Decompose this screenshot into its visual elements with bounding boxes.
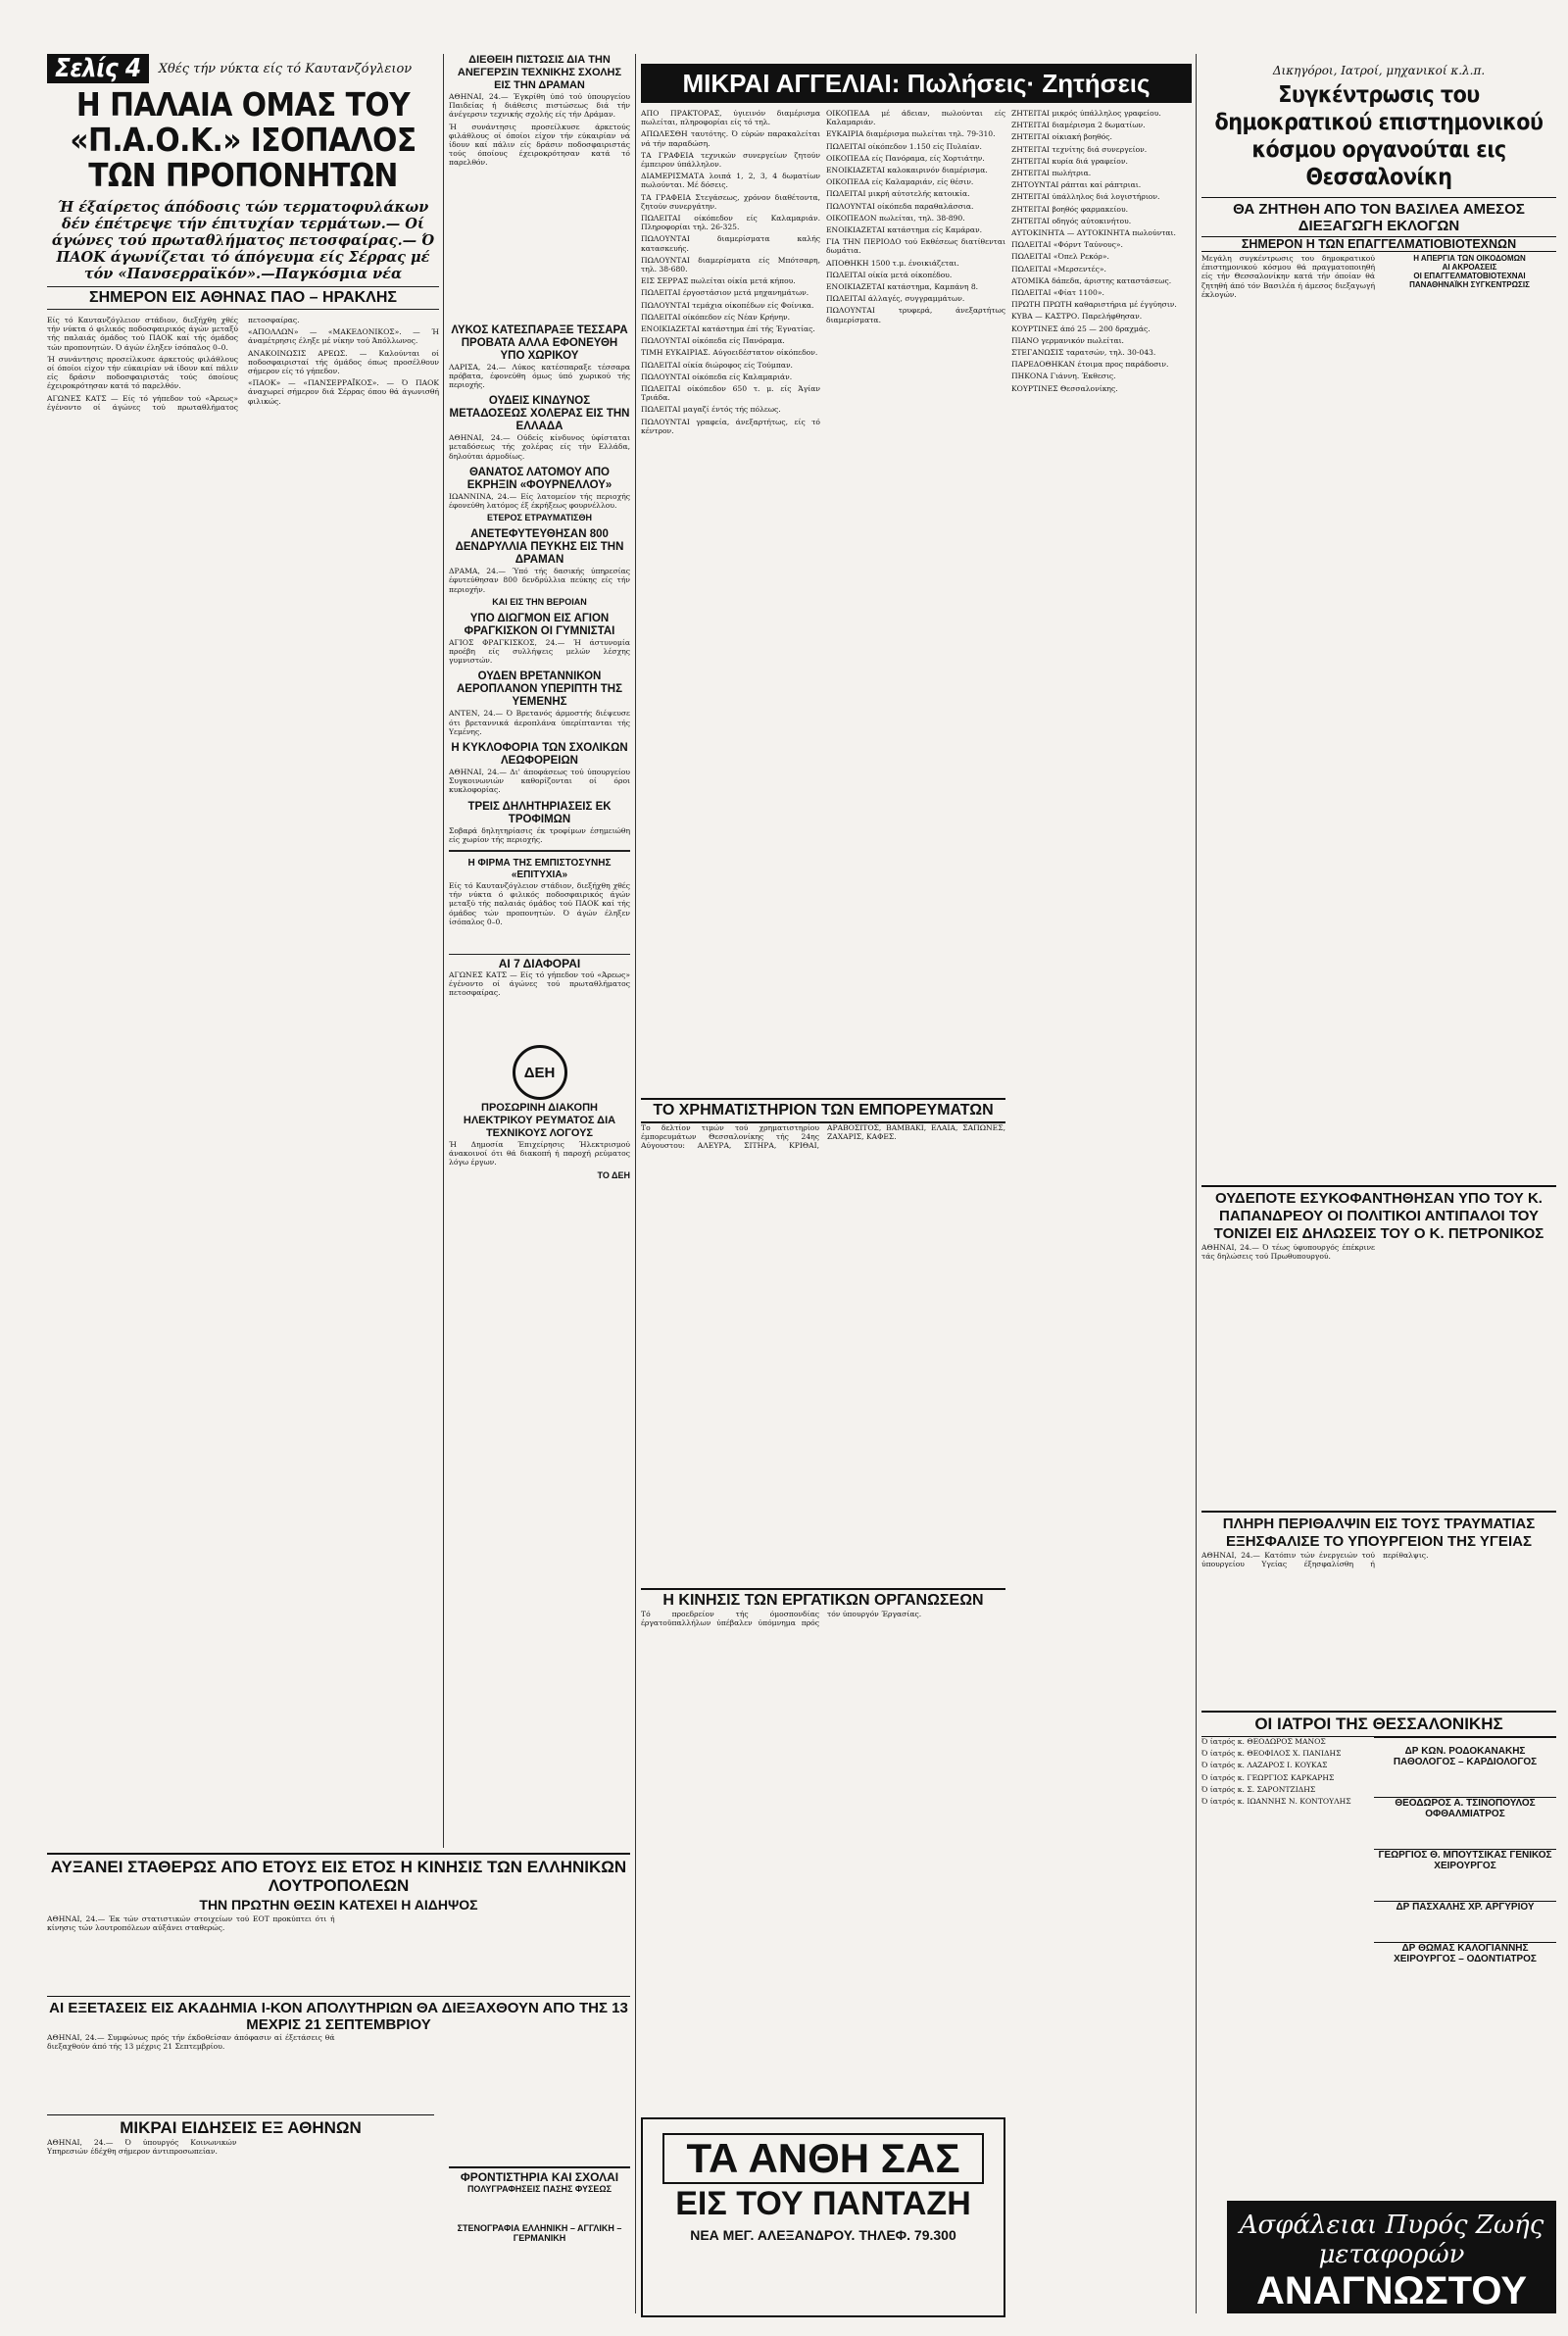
- schools-box: [449, 2166, 630, 2315]
- bus-text: ΑΘΗΝΑΙ, 24.— Δι' άποφάσεως τού ύπουργείου Συγκοινωνιών καθορίζονται οί όροι κυκλοφορίας.: [449, 768, 630, 795]
- sports-page-logo: Σελίς 4: [47, 54, 149, 83]
- sports-subhead: Ή έξαίρετος άπόδοσις τών τερματοφυλάκων δέν έπέτρεψε τήν έπιτυχίαν τερμάτων.— Οί άγώνες τού πρωταθλήματος πετοσφαίρας.— Ό ΠΑΟΚ άγωνίζεται τό άπόγευμα είς Σέρρας μέ τόν «Πανσερραϊκόν».—Παγκόσμια νέα: [51, 199, 435, 282]
- classifieds-column-a: [641, 109, 820, 1089]
- classified-ad: ΠΩΛΕΙΤΑΙ οίκόπεδον 1.150 είς Πυλαίαν.: [826, 141, 982, 151]
- trees-title: ΑΝΕΤΕΦΥΤΕΥΘΗΣΑΝ 800 ΔΕΝΔΡΥΛΛΙΑ ΠΕΥΚΗΣ ΕΙΣ ΤΗΝ ΔΡΑΜΑΝ: [455, 528, 624, 567]
- classified-ad: ΕΝΟΙΚΙΑΖΕΤΑΙ κατάστημα έπί τής Έγνατίας.: [641, 324, 815, 334]
- yemen-text: ΑΝΤΕΝ, 24.— Ό Βρετανός άρμοστής διέψευσε ότι βρεταννικά άεροπλάνα ύπερίπτανται τής Υεμένης.: [449, 709, 630, 736]
- denial-text: ΑΘΗΝΑΙ, 24.— Ό τέως ύφυπουργός έπέκρινε τάς δηλώσεις τού Πρωθυπουργού.: [1201, 1243, 1375, 1262]
- scientists-body: [1201, 254, 1556, 1185]
- sports-paragraph: Ή συνάντησις προσείλκυσε άρκετούς φιλάθλους οί όποίοι είχον τήν εύκαιρίαν νά ίδουν καί πάλιν είς δράσιν ποδοσφαιριστάς τούς όποίους έχειροκρότησαν κατά τό παρελθόν.: [47, 354, 238, 391]
- classified-ad: ΑΥΤΟΚΙΝΗΤΑ — ΑΥΤΟΚΙΝΗΤΑ πωλούνται.: [1011, 228, 1176, 238]
- exams-text: ΑΘΗΝΑΙ, 24.— Συμφώνως πρός τήν έκδοθείσαν άπόφασιν αί έξετάσεις θά διεξαχθούν άπό τής 13 μέχρις 21 Σεπτεμβρίου.: [47, 2033, 335, 2052]
- panathenaic-note: ΠΑΝΑΘΗΝΑΪΚΗ ΣΥΓΚΕΝΤΡΩΣΙΣ: [1409, 280, 1530, 289]
- deh-title: ΠΡΟΣΩΡΙΝΗ ΔΙΑΚΟΠΗ ΗΛΕΚΤΡΙΚΟΥ ΡΕΥΜΑΤΟΣ ΔΙΑ ΤΕΧΝΙΚΟΥΣ ΛΟΓΟΥΣ: [463, 1102, 616, 1140]
- sports-paragraph: ΑΝΑΚΟΙΝΩΣΙΣ ΑΡΕΩΣ. — Καλούνται οί ποδοσφαιρισταί τής όμάδος όπως προσέλθουν σήμερον είς τό γήπεδον.: [248, 348, 439, 376]
- wolf-title: ΛΥΚΟΣ ΚΑΤΕΣΠΑΡΑΞΕ ΤΕΣΣΑΡΑ ΠΡΟΒΑΤΑ ΑΛΛΑ ΕΦΟΝΕΥΘΗ ΥΠΟ ΧΩΡΙΚΟΥ: [451, 323, 628, 362]
- classified-ad: ΠΩΛΕΙΤΑΙ μαγαζί έντός τής πόλεως.: [641, 405, 781, 415]
- baths-subtitle: ΤΗΝ ΠΡΩΤΗΝ ΘΕΣΙΝ ΚΑΤΕΧΕΙ Η ΑΙΔΗΨΟΣ: [199, 1897, 478, 1913]
- classified-ad: ΠΗΚΟΝΑ Γιάννη. Έκθεσις.: [1011, 372, 1116, 381]
- classified-ad: ΓΙΑ ΤΗΝ ΠΕΡΙΟΔΟ τού Εκθέσεως διατίθενται δωμάτια.: [826, 237, 1005, 256]
- wolf-text: ΛΑΡΙΣΑ, 24.— Λύκος κατέσπαραξε τέσσαρα πρόβατα, έφονεύθη όμως ύπό χωρικού τής περιοχής.: [449, 362, 630, 390]
- workers-text: Τό προεδρείον τής όμοσπονδίας έργατοϋπαλλήλων ύπέβαλεν ύπόμνημα πρός τόν ύπουργόν Έργασίας.: [641, 1610, 922, 1628]
- classified-ad: ΠΩΛΕΙΤΑΙ οίκία μετά οίκοπέδου.: [826, 270, 953, 279]
- classified-ad: ΖΗΤΕΙΤΑΙ διαμέρισμα 2 δωματίων.: [1011, 121, 1146, 130]
- classified-ad: ΚΟΥΡΤΙΝΕΣ άπό 25 — 200 δραχμάς.: [1011, 323, 1151, 333]
- classified-ad: ΠΩΛΟΥΝΤΑΙ διαμερίσματα είς Μπότσαρη, τηλ. 38-680.: [641, 255, 820, 274]
- sports-paragraphs: [47, 316, 439, 412]
- deh-logo-icon: [513, 1045, 567, 1100]
- classified-ad: ΠΩΛΕΙΤΑΙ άλλαγές, συγγραμμάτων.: [826, 294, 965, 304]
- classified-ad: ΠΩΛΕΙΤΑΙ «Φίατ 1100».: [1011, 288, 1104, 298]
- classified-ad: ΠΩΛΟΥΝΤΑΙ οίκόπεδα παραθαλάσσια.: [826, 201, 974, 211]
- classified-ad: ΖΗΤΕΙΤΑΙ μικρός ύπάλληλος γραφείου.: [1011, 109, 1161, 118]
- schools-subtitle: ΠΟΛΥΓΡΑΦΗΣΕΙΣ ΠΑΣΗΣ ΦΥΣΕΩΣ: [466, 2184, 612, 2194]
- flowers-ad-line1: ΤΑ ΑΝΘΗ ΣΑΣ: [662, 2133, 984, 2184]
- classified-ad: ΑΠΟ ΠΡΑΚΤΟΡΑΣ, ύγιεινόν διαμέρισμα πωλείται, πληροφορίαι είς τό τηλ.: [641, 109, 820, 127]
- right-column: [1201, 64, 1556, 2313]
- classifieds-section: [641, 64, 1192, 1044]
- sports-section-title: ΣΗΜΕΡΟΝ ΕΙΣ ΑΘΗΝΑΣ ΠΑΟ – ΗΡΑΚΛΗΣ: [47, 286, 439, 310]
- veroia-subtitle: ΚΑΙ ΕΙΣ ΤΗΝ ΒΕΡΟΙΑΝ: [492, 596, 587, 607]
- deh-signature: ΤΟ ΔΕΗ: [597, 1169, 630, 1180]
- insurance-ad-line1: Ασφάλειαι Πυρός Ζωής μεταφορών: [1239, 2211, 1544, 2269]
- doctor-entry: Ό ίατρός κ. ΙΩΑΝΝΗΣ Ν. ΚΟΝΤΟΥΛΗΣ: [1201, 1797, 1351, 1807]
- column-divider: [635, 54, 636, 2313]
- exams-title: ΑΙ ΕΞΕΤΑΣΕΙΣ ΕΙΣ ΑΚΑΔΗΜΙΑ Ι-ΚΟΝ ΑΠΟΛΥΤΗΡΙΩΝ ΘΑ ΔΙΕΞΑΧΘΟΥΝ ΑΠΟ ΤΗΣ 13 ΜΕΧΡΙΣ 21 ΣΕΠΤΕΜΒΡΙΟΥ: [47, 1996, 630, 2033]
- athens-news-text: ΑΘΗΝΑΙ, 24.— Ό ύπουργός Κοινωνικών Υπηρεσιών έδέχθη σήμερον άντιπροσωπείαν.: [47, 2138, 237, 2157]
- tech-school-title: ΔΙΕΘΕΙΗ ΠΙΣΤΩΣΙΣ ΔΙΑ ΤΗΝ ΑΝΕΓΕΡΣΙΝ ΤΕΧΝΙΚΗΣ ΣΧΟΛΗΣ ΕΙΣ ΤΗΝ ΔΡΑΜΑΝ: [457, 54, 622, 91]
- tech-school-text: ΑΘΗΝΑΙ, 24.— Έγκρίθη ύπό τού ύπουργείου Παιδείας ή διάθεσις πιστώσεως διά τήν άνέγερσιν τεχνικής σχολής είς τήν Δράμαν.: [449, 92, 630, 120]
- classified-ad: ΑΠΟΘΗΚΗ 1500 τ.μ. ένοικιάζεται.: [826, 258, 959, 268]
- deh-logo-text: ΔΕΗ: [523, 1064, 556, 1081]
- market-text: Το δελτίον τιμών τού χρηματιστηρίου έμπορευμάτων Θεσσαλονίκης τής 24ης Αύγουστου: ΑΛΕΥΡΑ, ΣΙΤΗΡΑ, ΚΡΙΘΑΙ, ΑΡΑΒΟΣΙΤΟΣ, ΒΑΜΒΑΚΙ, ΕΛΑΙΑ, ΣΑΠΩΝΕΣ, ΖΑΧΑΡΙΣ, ΚΑΦΕΣ.: [641, 1123, 1005, 1151]
- flowers-ad-line3: ΝΕΑ ΜΕΓ. ΑΛΕΞΑΝΔΡΟΥ. ΤΗΛΕΦ. 79.300: [690, 2227, 956, 2243]
- classified-ad: ΖΗΤΕΙΤΑΙ πωλήτρια.: [1011, 169, 1092, 178]
- schools-title: ΦΡΟΝΤΙΣΤΗΡΙΑ ΚΑΙ ΣΧΟΛΑΙ: [460, 2170, 619, 2184]
- classified-ad: ΑΤΟΜΙΚΑ δάπεδα, άριστης καταστάσεως.: [1011, 275, 1172, 285]
- flowers-ad-line2: ΕΙΣ ΤΟΥ ΠΑΝΤΑΖΗ: [675, 2185, 971, 2222]
- classified-ad: ΠΙΑΝΟ γερμανικόν πωλείται.: [1011, 335, 1124, 345]
- classified-ad: ΕΝΟΙΚΙΑΖΕΤΑΙ κατάστημα είς Καμάραν.: [826, 225, 983, 235]
- classified-ad: ΠΩΛΟΥΝΤΑΙ τρυφερά, άνεξαρτήτως διαμερίσματα.: [826, 306, 1005, 324]
- workers-section: [641, 1588, 1005, 2108]
- sports-paragraph: «ΑΠΟΛΛΩΝ» — «ΜΑΚΕΔΟΝΙΚΟΣ». — Ή άναμέτρησις έληξε μέ νίκην τού Άπόλλωνος.: [248, 327, 439, 346]
- epityxia-title: Η ΦΙΡΜΑ ΤΗΣ ΕΜΠΙΣΤΟΣΥΝΗΣ «ΕΠΙΤΥΧΙΑ»: [467, 858, 612, 881]
- baths-text: ΑΘΗΝΑΙ, 24.— Έκ τών στατιστικών στοιχείων τού ΕΟΤ προκύπτει ότι ή κίνησις τών λουτροπόλεων αύξάνει σταθερώς.: [47, 1914, 335, 1933]
- gymnast-title: ΥΠΟ ΔΙΩΓΜΟΝ ΕΙΣ ΑΓΙΟΝ ΦΡΑΓΚΙΣΚΟΝ ΟΙ ΓΥΜΝΙΣΤΑΙ: [464, 612, 615, 637]
- classified-ad: ΤΙΜΗ ΕΥΚΑΙΡΙΑΣ. Αύγοειδέστατον οίκόπεδον.: [641, 348, 818, 358]
- classified-ad: ΣΤΕΓΑΝΩΣΙΣ ταρατσών, τηλ. 30-043.: [1011, 348, 1156, 358]
- poison-text: Σοβαρά δηλητηρίασις έκ τροφίμων έσημειώθη είς χωρίον τής περιοχής.: [449, 825, 630, 844]
- classified-ad: ΖΗΤΟΥΝΤΑΙ ράπται καί ράπτριαι.: [1011, 180, 1142, 190]
- injured-worker-subtitle: ΕΤΕΡΟΣ ΕΤΡΑΥΜΑΤΙΣΘΗ: [486, 513, 593, 523]
- doctor-entry: Ό ίατρός κ. Σ. ΣΑΡΟΝΤΖΙΔΗΣ: [1201, 1784, 1316, 1794]
- insurance-ad: [1227, 2201, 1556, 2313]
- doctors-title: ΟΙ ΙΑΤΡΟΙ ΤΗΣ ΘΕΣΣΑΛΟΝΙΚΗΣ: [1201, 1711, 1556, 1737]
- classified-ad: ΤΑ ΓΡΑΦΕΙΑ Στεγάσεως, χρόνον διαθέτοντα, ζητούν συνεργάτην.: [641, 192, 820, 211]
- classified-ad: ΕΝΟΙΚΙΑΖΕΤΑΙ καλοκαιρινόν διαμέρισμα.: [826, 166, 988, 175]
- classified-ad: ΖΗΤΕΙΤΑΙ κυρία διά γραφείον.: [1011, 156, 1128, 166]
- classified-ad: ΠΩΛΟΥΝΤΑΙ οίκόπεδα είς Καλαμαριάν.: [641, 372, 793, 381]
- doctor-card-4: ΔΡ ΠΑΣΧΑΛΗΣ ΧΡ. ΑΡΓΥΡΙΟΥ: [1374, 1901, 1556, 1913]
- doctors-area: [1201, 1737, 1556, 1964]
- classified-ad: ΖΗΤΕΙΤΑΙ οίκιακή βοηθός.: [1011, 132, 1112, 142]
- filler-text-3: ΑΓΩΝΕΣ ΚΑΤΣ — Είς τό γήπεδον τού «Άρεως» έγένοντο οί άγώνες τού πρωταθλήματος πετοσφαίρας.: [449, 970, 630, 998]
- hearings-note: ΑΙ ΑΚΡΟΑΣΕΙΣ: [1442, 263, 1497, 272]
- doctor-entry: Ό ίατρός κ. ΛΑΖΑΡΟΣ Ι. ΚΟΥΚΑΣ: [1201, 1761, 1328, 1770]
- classified-ad: ΕΝΟΙΚΙΑΖΕΤΑΙ κατάστημα, Καμπάνη 8.: [826, 282, 979, 292]
- cholera-title: ΟΥΔΕΙΣ ΚΙΝΔΥΝΟΣ ΜΕΤΑΔΟΣΕΩΣ ΧΟΛΕΡΑΣ ΕΙΣ ΤΗΝ ΕΛΛΑΔΑ: [449, 395, 630, 433]
- classified-ad: ΟΙΚΟΠΕΔΑ είς Καλαμαριάν, είς θέσιν.: [826, 177, 974, 187]
- classified-ad: ΠΩΛΕΙΤΑΙ οίκόπεδον είς Καλαμαριάν. Πληροφορίαι τηλ. 26-325.: [641, 214, 820, 232]
- deh-text: Ή Δημοσία Έπιχείρησις Ήλεκτρισμού άνακοινοί ότι θά διακοπή ή παροχή ρεύματος λόγω έργων.: [449, 1140, 630, 1168]
- scientists-subhead: ΘΑ ΖΗΤΗΘΗ ΑΠΟ ΤΟΝ ΒΑΣΙΛΕΑ ΑΜΕΣΟΣ ΔΙΕΞΑΓΩΓΗ ΕΚΛΟΓΩΝ: [1201, 197, 1556, 234]
- classified-ad: ΠΩΛΕΙΤΑΙ οίκόπεδον είς Νέαν Κρήνην.: [641, 312, 791, 322]
- classified-ad: ΑΠΩΛΕΣΘΗ ταυτότης. Ό εύρών παρακαλείται νά τήν παραδώση.: [641, 129, 820, 148]
- doctor-card-2: ΘΕΟΔΩΡΟΣ Α. ΤΣΙΝΟΠΟΥΛΟΣ ΟΦΘΑΛΜΙΑΤΡΟΣ: [1374, 1797, 1556, 1819]
- doctor-cards: [1374, 1737, 1556, 1964]
- filler-text-1: Ή συνάντησις προσείλκυσε άρκετούς φιλάθλους οί όποίοι είχον τήν εύκαιρίαν νά ίδουν καί πάλιν είς δράσιν ποδοσφαιριστάς τούς όποίους έχειροκρότησαν κατά τό παρελθόν.: [449, 122, 630, 168]
- doctors-list: [1201, 1737, 1368, 1964]
- classified-ad: ΕΙΣ ΣΕΡΡΑΣ πωλείται οίκία μετά κήπου.: [641, 276, 796, 286]
- injured-text: ΑΘΗΝΑΙ, 24.— Κατόπιν τών ένεργειών τού ύπουργείου Υγείας έξησφαλίσθη ή περίθαλψις.: [1201, 1551, 1429, 1569]
- classified-ad: ΠΩΛΟΥΝΤΑΙ τεμάχια οίκοπέδων είς Φοίνικα.: [641, 300, 814, 310]
- poison-title: ΤΡΕΙΣ ΔΗΛΗΤΗΡΙΑΣΕΙΣ ΕΚ ΤΡΟΦΙΜΩΝ: [467, 800, 612, 825]
- classified-ad: ΠΩΛΕΙΤΑΙ «Όπελ Ρεκόρ».: [1011, 252, 1109, 262]
- sports-kicker: Χθές τήν νύκτα είς τό Καυτανζόγλειον: [158, 61, 413, 76]
- bus-title: Η ΚΥΚΛΟΦΟΡΙΑ ΤΩΝ ΣΧΟΛΙΚΩΝ ΛΕΩΦΟΡΕΙΩΝ: [451, 742, 628, 768]
- death-text: ΙΩΑΝΝΙΝΑ, 24.— Είς λατομείον τής περιοχής έφονεύθη λατόμος έξ έκρήξεως φουρνέλλου.: [449, 491, 630, 511]
- classified-ad: ΠΡΩΤΗ ΠΡΩΤΗ καθαριστήρια μέ έγγύησιν.: [1011, 300, 1177, 310]
- diafores-title: ΑΙ 7 ΔΙΑΦΟΡΑΙ: [449, 954, 630, 970]
- cholera-text: ΑΘΗΝΑΙ, 24.— Ούδείς κίνδυνος ύφίσταται μεταδόσεως τής χολέρας είς τήν Ελλάδα, δηλούται άρμοδίως.: [449, 433, 630, 461]
- classified-ad: ΕΥΚΑΙΡΙΑ διαμέρισμα πωλείται τηλ. 79-310.: [826, 129, 996, 139]
- sports-paragraph: Είς τό Καυτανζόγλειον στάδιον, διεξήχθη χθές τήν νύκτα ό φιλικός ποδοσφαιρικός άγών μεταξύ τής παλαιάς όμάδος τού ΠΑΟΚ καί τής όμάδος τών προπονητών. Ό άγών έληξεν ίσόπαλος 0–0.: [47, 316, 238, 352]
- classified-ad: ΚΟΥΡΤΙΝΕΣ Θεσσαλονίκης.: [1011, 383, 1118, 393]
- classified-ad: ΠΩΛΕΙΤΑΙ οίκία διώροφος είς Τούμπαν.: [641, 360, 793, 370]
- trees-text: ΔΡΑΜΑ, 24.— Ύπό τής δασικής ύπηρεσίας έφυτεύθησαν 800 δενδρύλλια πεύκης είς τήν περιοχήν.: [449, 567, 630, 594]
- classified-ad: ΠΑΡΕΔΟΘΗΚΑΝ έτοιμα προς παράδοσιν.: [1011, 360, 1169, 370]
- classifieds-header: ΜΙΚΡΑΙ ΑΓΓΕΛΙΑΙ: Πωλήσεις· Ζητήσεις: [641, 64, 1192, 103]
- denial-title: ΟΥΔΕΠΟΤΕ ΕΣΥΚΟΦΑΝΤΗΘΗΣΑΝ ΥΠΟ ΤΟΥ Κ. ΠΑΠΑΝΔΡΕΟΥ ΟΙ ΠΟΛΙΤΙΚΟΙ ΑΝΤΙΠΑΛΟΙ ΤΟΥ ΤΟΝΙΖΕΙ ΕΙΣ ΔΗΛΩΣΕΙΣ ΤΟΥ Ο Κ. ΠΕΤΡΟΝΙΚΟΣ: [1201, 1185, 1556, 1243]
- doctor-card-1: ΔΡ ΚΩΝ. ΡΟΔΟΚΑΝΑΚΗΣ ΠΑΘΟΛΟΓΟΣ – ΚΑΡΔΙΟΛΟΓΟΣ: [1374, 1737, 1556, 1767]
- insurance-ad-line2: ΑΝΑΓΝΩΣΤΟΥ: [1255, 2269, 1528, 2312]
- doctor-card-5: ΔΡ ΘΩΜΑΣ ΚΑΛΟΓΙΑΝΝΗΣ ΧΕΙΡΟΥΡΓΟΣ – ΟΔΟΝΤΙΑΤΡΟΣ: [1374, 1942, 1556, 1964]
- classified-ad: ΖΗΤΕΙΤΑΙ ύπάλληλος διά λογιστήριον.: [1011, 192, 1160, 202]
- athens-news-title: ΜΙΚΡΑΙ ΕΙΔΗΣΕΙΣ ΕΞ ΑΘΗΝΩΝ: [47, 2114, 434, 2138]
- market-title: ΤΟ ΧΡΗΜΑΤΙΣΤΗΡΙΟΝ ΤΩΝ ΕΜΠΟΡΕΥΜΑΤΩΝ: [641, 1098, 1005, 1123]
- classified-ad: ΟΙΚΟΠΕΔΑ είς Πανόραμα, είς Χορτιάτην.: [826, 153, 985, 163]
- column-divider: [443, 54, 444, 1848]
- classified-ad: ΖΗΤΕΙΤΑΙ τεχνίτης διά συνεργείον.: [1011, 144, 1148, 154]
- scientists-text: Μεγάλη συγκέντρωσις του δημοκρατικού έπιστημονικού κόσμου θά πραγματοποιηθή είς τήν Θεσσαλονίκην κατά τήν όποίαν θά ζητηθή άπό τόν Βασιλέα ή άμεσος διεξαγωγή έκλογών.: [1201, 254, 1375, 299]
- sports-headline: Η ΠΑΛΑΙΑ ΟΜΑΣ ΤΟΥ «Π.Α.Ο.Κ.» ΙΣΟΠΑΛΟΣ ΤΩΝ ΠΡΟΠΟΝΗΤΩΝ: [70, 85, 416, 194]
- scientists-subhead-2: ΣΗΜΕΡΟΝ Η ΤΩΝ ΕΠΑΓΓΕΛΜΑΤΙΟΒΙΟΤΕΧΝΩΝ: [1201, 236, 1556, 252]
- scientists-headline: Συγκέντρωσις του δημοκρατικού επιστημονικού κόσμου οργανούται εις Θεσσαλονίκη: [1214, 82, 1544, 190]
- yemen-title: ΟΥΔΕΝ ΒΡΕΤΑΝΝΙΚΟΝ ΑΕΡΟΠΛΑΝΟΝ ΥΠΕΡΙΠΤΗ ΤΗΣ ΥΕΜΕΝΗΣ: [457, 671, 622, 709]
- doctor-entry: Ό ίατρός κ. ΘΕΟΔΩΡΟΣ ΜΑΝΟΣ: [1201, 1737, 1326, 1746]
- sports-paragraph: «ΠΑΟΚ» — «ΠΑΝΣΕΡΡΑΪΚΟΣ». — Ό ΠΑΟΚ άναχωρεί σήμερον διά Σέρρας όπου θά άγωνισθή φιλικώς.: [248, 378, 439, 406]
- filler-text-2: Είς τό Καυτανζόγλειον στάδιον, διεξήχθη χθές τήν νύκτα ό φιλικός ποδοσφαιρικός άγών μεταξύ τής παλαιάς όμάδος τού ΠΑΟΚ καί τής όμάδος τών προπονητών. Ό άγών έληξεν ίσόπαλος 0–0.: [449, 881, 630, 926]
- classifieds-column-c: [1011, 109, 1191, 1726]
- classified-ad: ΠΩΛΟΥΝΤΑΙ οίκόπεδα είς Πανόραμα.: [641, 336, 785, 346]
- classified-ad: ΟΙΚΟΠΕΔΑ μέ άδειαν, πωλούνται είς Καλαμαριάν.: [826, 109, 1005, 127]
- classified-ad: ΔΙΑΜΕΡΙΣΜΑΤΑ λοιπά 1, 2, 3, 4 δωματίων πωλούνται. Μέ δόσεις.: [641, 172, 820, 190]
- classified-ad: ΠΩΛΕΙΤΑΙ έργοστάσιον μετά μηχανημάτων.: [641, 288, 809, 298]
- artisans-note: ΟΙ ΕΠΑΓΓΕΛΜΑΤΟΒΙΟΤΕΧΝΑΙ: [1413, 272, 1526, 280]
- classified-ad: ΠΩΛΕΙΤΑΙ οίκόπεδον 650 τ. μ. είς Άγίαν Τριάδα.: [641, 384, 820, 403]
- doctor-entry: Ό ίατρός κ. ΘΕΟΦΙΛΟΣ Χ. ΠΑΝΙΔΗΣ: [1201, 1749, 1342, 1759]
- strike-note: Η ΑΠΕΡΓΙΑ ΤΩΝ ΟΙΚΟΔΟΜΩΝ: [1413, 254, 1526, 263]
- classified-ad: ΠΩΛΕΙΤΑΙ «Μερσεντές».: [1011, 264, 1106, 273]
- market-section: [641, 1098, 1005, 1583]
- classified-ad: ΖΗΤΕΙΤΑΙ οδηγός αύτοκινήτου.: [1011, 216, 1132, 225]
- injured-title: ΠΛΗΡΗ ΠΕΡΙΘΑΛΨΙΝ ΕΙΣ ΤΟΥΣ ΤΡΑΥΜΑΤΙΑΣ ΕΞΗΣΦΑΛΙΣΕ ΤΟ ΥΠΟΥΡΓΕΙΟΝ ΤΗΣ ΥΓΕΙΑΣ: [1201, 1511, 1556, 1551]
- gymnast-text: ΑΓΙΟΣ ΦΡΑΓΚΙΣΚΟΣ, 24.— Ή άστυνομία προέβη είς συλλήψεις μελών λέσχης γυμνιστών.: [449, 637, 630, 666]
- sports-paragraph: ΑΓΩΝΕΣ ΚΑΤΣ — Είς τό γήπεδον τού «Άρεως» έγένοντο οί άγώνες τού πρωταθλήματος πετοσφαίρας.: [47, 316, 300, 412]
- baths-title: ΑΥΞΑΝΕΙ ΣΤΑΘΕΡΩΣ ΑΠΟ ΕΤΟΥΣ ΕΙΣ ΕΤΟΣ Η ΚΙΝΗΣΙΣ ΤΩΝ ΕΛΛΗΝΙΚΩΝ ΛΟΥΤΡΟΠΟΛΕΩΝ: [47, 1853, 630, 1895]
- classified-ad: ΠΩΛΕΙΤΑΙ μικρή αύτοτελής κατοικία.: [826, 189, 970, 199]
- right-kicker: Δικηγόροι, Ιατροί, μηχανικοί κ.λ.π.: [1272, 64, 1486, 77]
- sports-body: [47, 316, 439, 1492]
- workers-title: Η ΚΙΝΗΣΙΣ ΤΩΝ ΕΡΓΑΤΙΚΩΝ ΟΡΓΑΝΩΣΕΩΝ: [641, 1588, 1005, 1610]
- doctor-entry: Ό ίατρός κ. ΓΕΩΡΓΙΟΣ ΚΑΡΚΑΡΗΣ: [1201, 1772, 1335, 1782]
- classified-ad: ΠΩΛΕΙΤΑΙ «Φόρντ Ταύνους».: [1011, 240, 1123, 250]
- classified-ad: ΠΩΛΟΥΝΤΑΙ διαμερίσματα καλής κατασκευής.: [641, 234, 820, 253]
- classified-ad: ΠΩΛΟΥΝΤΑΙ γραφεία, άνεξαρτήτως, είς τό κέντρον.: [641, 417, 820, 435]
- classifieds-column-b: [826, 109, 1005, 1089]
- death-title: ΘΑΝΑΤΟΣ ΛΑΤΟΜΟΥ ΑΠΟ ΕΚΡΗΞΙΝ «ΦΟΥΡΝΕΛΛΟΥ»: [466, 466, 612, 491]
- column-divider: [1196, 54, 1197, 2313]
- classified-ad: ΤΑ ΓΡΑΦΕΙΑ τεχνικών συνεργείων ζητούν έμπειρον ύπάλληλον.: [641, 150, 820, 170]
- classified-ad: ΚΥΒΑ — ΚΑΣΤΡΟ. Παρελήφθησαν.: [1011, 312, 1143, 322]
- news-column: [449, 54, 630, 1848]
- classified-ad: ΖΗΤΕΙΤΑΙ βοηθός φαρμακείου.: [1011, 204, 1129, 214]
- flowers-ad: [641, 2117, 1005, 2317]
- classified-ad: ΟΙΚΟΠΕΔΟΝ πωλείται, τηλ. 38-890.: [826, 213, 965, 223]
- doctor-card-3: ΓΕΩΡΓΙΟΣ Θ. ΜΠΟΥΤΣΙΚΑΣ ΓΕΝΙΚΟΣ ΧΕΙΡΟΥΡΓΟΣ: [1374, 1849, 1556, 1871]
- steno-title: ΣΤΕΝΟΓΡΑΦΙΑ ΕΛΛΗΝΙΚΗ – ΑΓΓΛΙΚΗ – ΓΕΡΜΑΝΙΚΗ: [457, 2223, 622, 2243]
